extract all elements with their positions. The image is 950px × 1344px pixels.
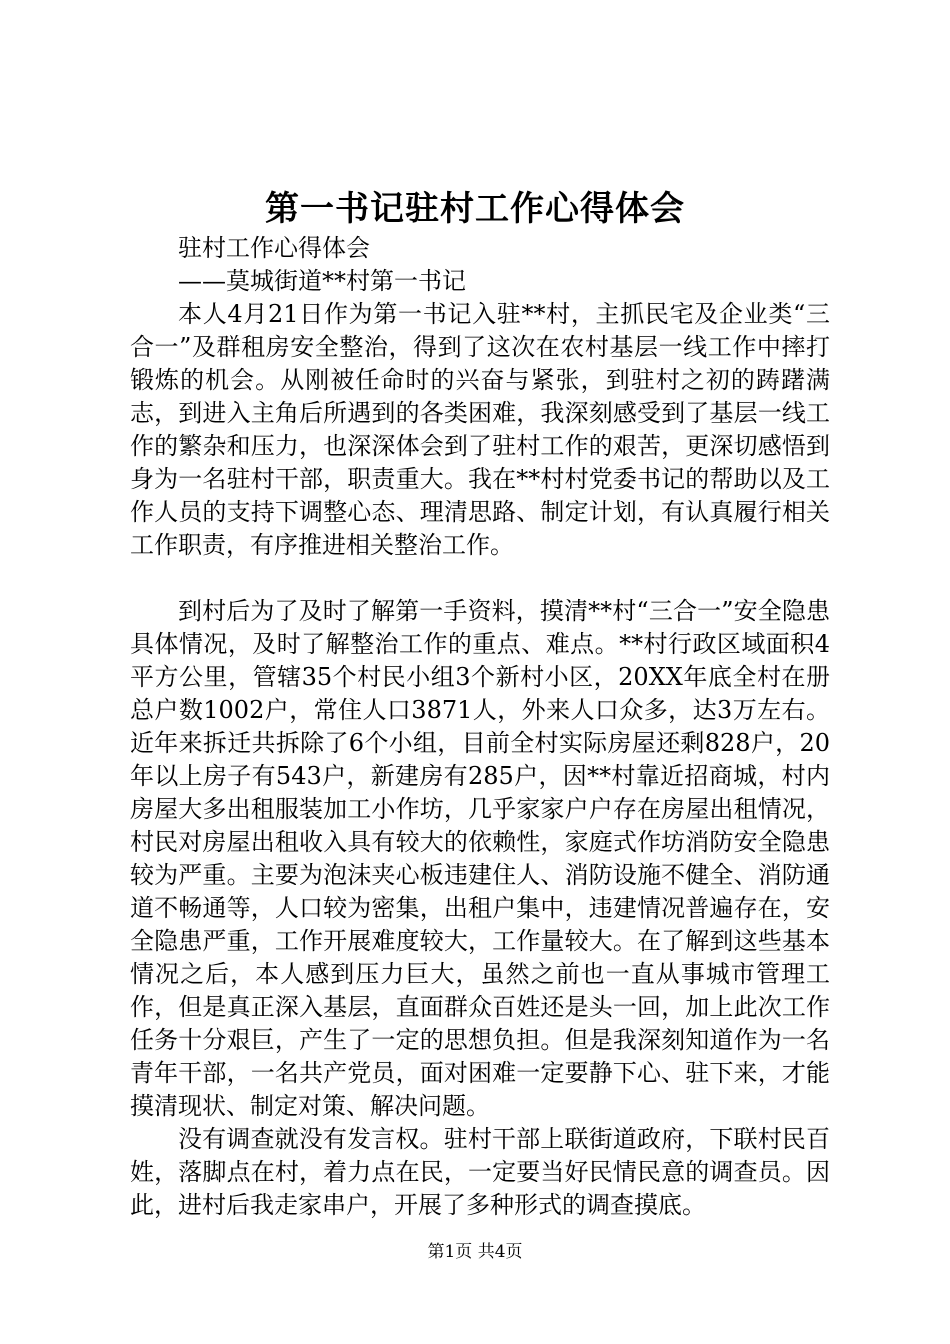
document-body <box>130 232 830 1222</box>
subtitle-paragraph: 驻村工作心得体会 <box>178 234 370 262</box>
page-footer: 第1页 共4页 <box>427 1242 523 1262</box>
body-paragraph: 到村后为了及时了解第一手资料，摸清**村“三合一”安全隐患具体情况，及时了解整治工作的重点、难点。**村行政区域面积4平方公里，管辖35个村民小组3个新村小区，20XX年底全村在册总户数1002户，常住人口3871人，外来人口众多，达3万左右。近年来拆迁共拆除了6个小组，目前全村实际房屋还剩828户，20年以上房子有543户，新建房有285户，因**村靠近招商城，村内房屋大多出租服装加工小作坊，几乎家家户户存在房屋出租情况，村民对房屋出租收入具有较大的依赖性，家庭式作坊消防安全隐患较为严重。主要为泡沫夹心板违建住人、消防设施不健全、消防通道不畅通等，人口较为密集，出租户集中，违建情况普遍存在，安全隐患严重，工作开展难度较大，工作量较大。在了解到这些基本情况之后，本人感到压力巨大，虽然之前也一直从事城市管理工作，但是真正深入基层，直面群众百姓还是头一回，加上此次工作任务十分艰巨，产生了一定的思想负担。但是我深刻知道作为一名青年干部，一名共产党员，面对困难一定要静下心、驻下来，才能摸清现状、制定对策、解决问题。 <box>130 597 830 1120</box>
body-paragraph: 本人4月21日作为第一书记入驻**村，主抓民宅及企业类“三合一”及群租房安全整治，得到了这次在农村基层一线工作中摔打锻炼的机会。从刚被任命时的兴奋与紧张，到驻村之初的踌躇满志，到进入主角后所遇到的各类困难，我深刻感受到了基层一线工作的繁杂和压力，也深深体会到了驻村工作的艰苦，更深切感悟到身为一名驻村干部，职责重大。我在**村村党委书记的帮助以及工作人员的支持下调整心态、理清思路、制定计划，有认真履行相关工作职责，有序推进相关整治工作。 <box>130 300 830 559</box>
body-paragraph: 没有调查就没有发言权。驻村干部上联街道政府，下联村民百姓，落脚点在村，着力点在民，一定要当好民情民意的调查员。因此，进村后我走家串户，开展了多种形式的调查摸底。 <box>130 1125 830 1219</box>
document-title: 第一书记驻村工作心得体会 <box>265 189 685 229</box>
author-line: ——莫城街道**村第一书记 <box>178 267 466 295</box>
